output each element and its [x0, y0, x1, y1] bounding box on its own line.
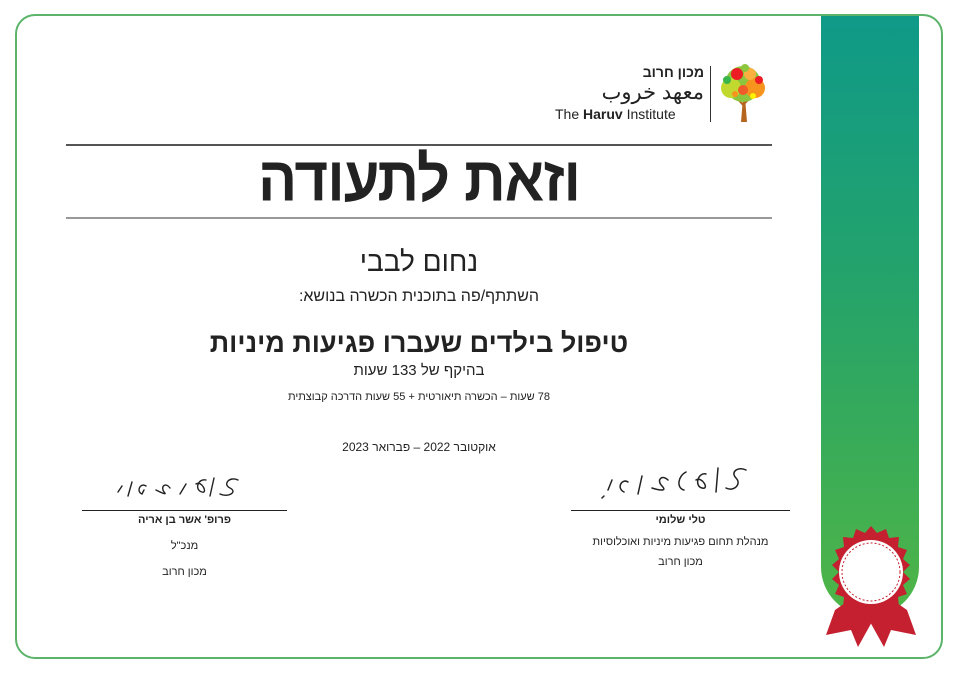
logo-english-brand: Haruv: [583, 106, 623, 122]
left-signatory-org: מכון חרוב: [162, 566, 207, 578]
tree-logo-icon: [715, 62, 770, 126]
left-handwritten-signature: [110, 470, 250, 504]
program-subject: טיפול בילדים שעברו פגיעות מיניות: [209, 328, 629, 358]
left-signatory-name: פרופ' אשר בן אריה: [138, 514, 231, 526]
right-handwritten-signature: [598, 462, 753, 506]
right-signatory-role: מנהלת תחום פגיעות מיניות ואוכלוסיות: [592, 536, 769, 548]
left-signatory-role: מנכ"ל: [170, 540, 199, 552]
logo-divider: [710, 66, 711, 122]
logo-english-text: [555, 106, 676, 122]
right-signatory-name: טלי שלומי: [655, 514, 706, 526]
certificate-title: וזאת לתעודה: [257, 144, 581, 215]
logo-hebrew-text: מכון חרוב: [642, 64, 704, 80]
left-signatory: [82, 514, 287, 578]
program-scope: בהיקף של 133 שעות: [353, 362, 485, 379]
left-signature-line: [82, 510, 287, 511]
logo-english-suffix: Institute: [626, 106, 676, 122]
program-dates: אוקטובר 2022 – פברואר 2023: [342, 440, 496, 454]
participated-text: השתתף/פה בתוכנית הכשרה בנושא:: [298, 288, 540, 305]
right-signatory-org: מכון חרוב: [658, 556, 703, 568]
haruv-logo: [555, 62, 770, 126]
recipient-name: נחום לבבי: [359, 246, 479, 277]
right-signature-line: [571, 510, 790, 511]
logo-english-prefix: The: [555, 106, 580, 122]
seal-rosette-icon: [821, 522, 921, 657]
logo-arabic-text: معهد خروب: [601, 81, 704, 104]
title-bottom-rule: [66, 217, 772, 219]
right-signatory: [571, 514, 790, 568]
hours-breakdown: 78 שעות – הכשרה תיאורטית + 55 שעות הדרכה קבוצתית: [287, 391, 551, 403]
